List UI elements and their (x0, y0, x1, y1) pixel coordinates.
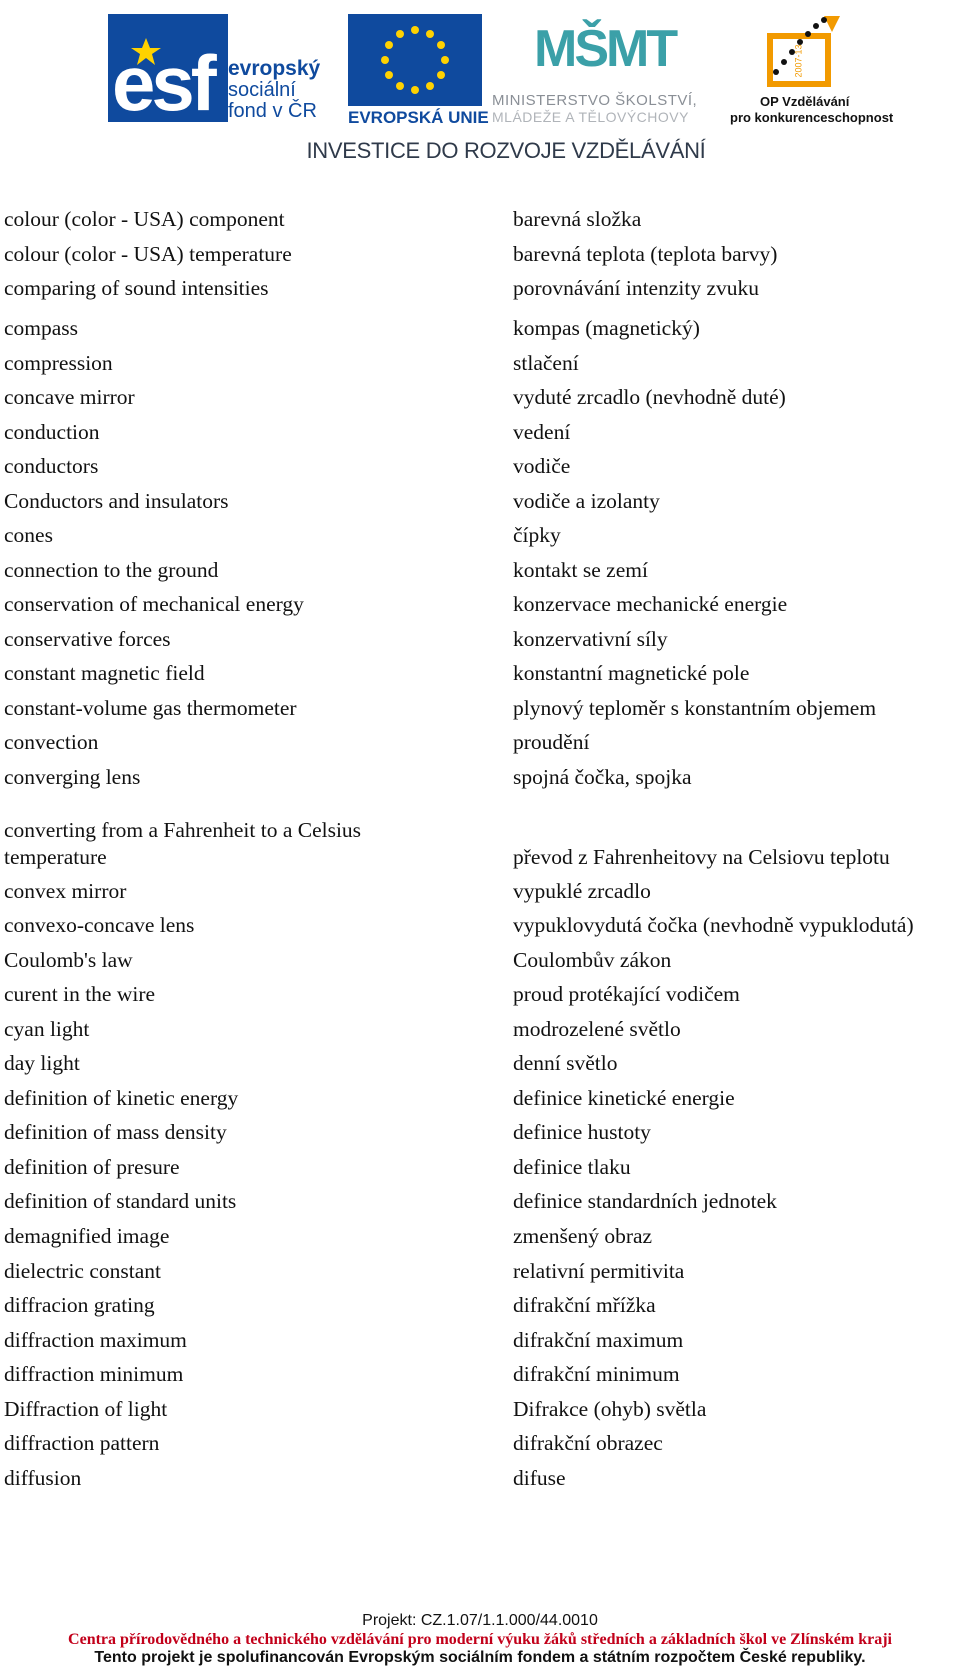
glossary-term: definition of presure (4, 1155, 180, 1179)
footer (0, 1612, 960, 1667)
esf-wordmark: esf (112, 39, 213, 127)
glossary-translation: vodiče a izolanty (513, 489, 660, 513)
glossary-term: curent in the wire (4, 982, 156, 1006)
glossary-term: converting from a Fahrenheit to a Celsius temperature (4, 818, 362, 869)
glossary-term: conservation of mechanical energy (4, 592, 304, 616)
header-logos (0, 0, 960, 175)
glossary-translation: barevná teplota (teplota barvy) (513, 242, 778, 266)
glossary-term: colour (color - USA) component (4, 207, 285, 231)
glossary-translation: stlačení (513, 351, 579, 375)
glossary-translation: konstantní magnetické pole (513, 661, 750, 685)
glossary-term: convection (4, 730, 99, 754)
glossary-term: comparing of sound intensities (4, 276, 269, 300)
op-emblem-icon (762, 12, 862, 90)
glossary-term: convex mirror (4, 879, 127, 903)
glossary-term: diffraction pattern (4, 1431, 160, 1455)
glossary-translation: definice hustoty (513, 1120, 651, 1144)
glossary-term: diffraction maximum (4, 1328, 187, 1352)
glossary-term: definition of mass density (4, 1120, 227, 1144)
glossary-translation: Difrakce (ohyb) světla (513, 1397, 707, 1421)
glossary-translation: spojná čočka, spojka (513, 765, 692, 789)
glossary-term: conductors (4, 454, 99, 478)
msmt-letters: MŠMT (534, 20, 676, 78)
glossary-translation: difrakční mřížka (513, 1293, 656, 1317)
glossary-translation: porovnávání intenzity zvuku (513, 276, 759, 300)
glossary-term: conservative forces (4, 627, 171, 651)
msmt-line-1: MINISTERSTVO ŠKOLSTVÍ, (492, 92, 698, 109)
esf-line-3: fond v ČR (228, 100, 317, 122)
glossary-term: converging lens (4, 765, 141, 789)
esf-line-2: sociální (228, 79, 296, 101)
glossary-translation: Coulombův zákon (513, 948, 672, 972)
esf-logo (108, 14, 344, 127)
footer-project-number: Projekt: CZ.1.07/1.1.000/44.0010 (362, 1612, 598, 1629)
glossary-term: day light (4, 1051, 80, 1075)
glossary-translation: proudění (513, 730, 590, 754)
glossary-term: constant magnetic field (4, 661, 205, 685)
glossary-term: colour (color - USA) temperature (4, 242, 292, 266)
glossary-term: diffraction minimum (4, 1362, 184, 1386)
glossary-term: connection to the ground (4, 558, 219, 582)
glossary-translation: definice standardních jednotek (513, 1189, 777, 1213)
msmt-logo (492, 12, 724, 124)
op-badge: 2007-13 (793, 44, 804, 78)
glossary-term: dielectric constant (4, 1259, 161, 1283)
glossary-translation: definice kinetické energie (513, 1086, 735, 1110)
glossary-translation: kompas (magnetický) (513, 316, 700, 340)
glossary-translation: difrakční minimum (513, 1362, 680, 1386)
glossary-translation: vypuklovydutá čočka (nevhodně vypuklodutá) (513, 913, 914, 937)
glossary-term: constant-volume gas thermometer (4, 696, 297, 720)
glossary-translation: převod z Fahrenheitovy na Celsiovu teplotu (513, 845, 890, 869)
glossary-translation: proud protékající vodičem (513, 982, 740, 1006)
glossary-term: Diffraction of light (4, 1397, 168, 1421)
op-logo (730, 12, 894, 128)
glossary-term: compass (4, 316, 79, 340)
footer-funding-note: Tento projekt je spolufinancován Evropským sociálním fondem a státním rozpočtem České republiky. (94, 1649, 866, 1666)
glossary-term: convexo-concave lens (4, 913, 195, 937)
msmt-line-2: MLÁDEŽE A TĚLOVÝCHOVY (492, 109, 689, 125)
glossary-term: demagnified image (4, 1224, 170, 1248)
glossary-term: concave mirror (4, 385, 135, 409)
esf-line-1: evropský (228, 57, 321, 80)
op-line-2: pro konkurenceschopnost (730, 110, 894, 125)
investice-banner: INVESTICE DO ROZVOJE VZDĚLÁVÁNÍ (306, 138, 706, 163)
glossary-translation: čípky (513, 523, 561, 547)
glossary-term: definition of kinetic energy (4, 1086, 239, 1110)
glossary-translation: konzervace mechanické energie (513, 592, 788, 616)
glossary-translation: vypuklé zrcadlo (513, 879, 651, 903)
glossary-translation: kontakt se zemí (513, 558, 648, 582)
glossary-translation: denní světlo (513, 1051, 618, 1075)
glossary-translation: konzervativní síly (513, 627, 668, 651)
glossary-translation: modrozelené světlo (513, 1017, 681, 1041)
glossary-translation: zmenšený obraz (513, 1224, 653, 1248)
glossary-translation: difrakční obrazec (513, 1431, 663, 1455)
glossary-term: conduction (4, 420, 100, 444)
eu-logo (348, 14, 489, 127)
glossary-term: compression (4, 351, 113, 375)
eu-flag-icon (348, 14, 482, 106)
glossary-translation: barevná složka (513, 207, 642, 231)
glossary-translation: relativní permitivita (513, 1259, 685, 1283)
glossary-translation: plynový teploměr s konstantním objemem (513, 696, 877, 720)
glossary-term: cones (4, 523, 53, 547)
glossary-term: Conductors and insulators (4, 489, 229, 513)
glossary-translation: difrakční maximum (513, 1328, 684, 1352)
glossary-term: cyan light (4, 1017, 90, 1041)
glossary-translation: vyduté zrcadlo (nevhodně duté) (513, 385, 786, 409)
glossary-translation: difuse (513, 1466, 566, 1490)
glossary-translation: vedení (513, 420, 571, 444)
op-line-1: OP Vzdělávání (760, 94, 850, 109)
glossary-term: Coulomb's law (4, 948, 133, 972)
glossary-term: definition of standard units (4, 1189, 237, 1213)
glossary-term: diffusion (4, 1466, 82, 1490)
glossary-term: diffracion grating (4, 1293, 155, 1317)
footer-centre-name: Centra přírodovědného a technického vzdělávání pro moderní výuku žáků středních a základních škol ve Zlínském kraji (68, 1631, 892, 1648)
glossary-translation: vodiče (513, 454, 571, 478)
eu-caption: EVROPSKÁ UNIE (348, 108, 489, 127)
glossary-translation: definice tlaku (513, 1155, 631, 1179)
